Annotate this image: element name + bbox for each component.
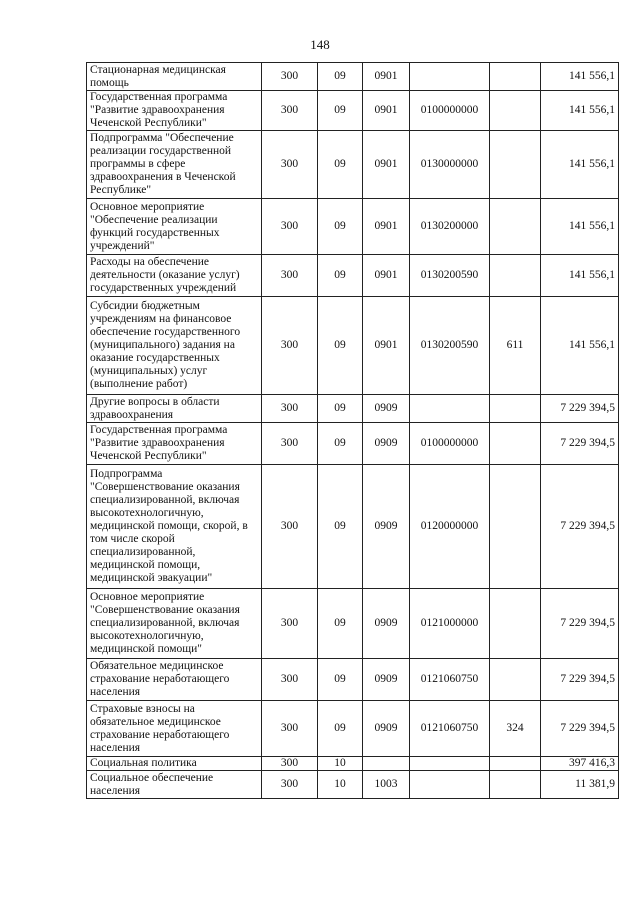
cell-razdel: 09 bbox=[318, 659, 363, 701]
cell-amount: 7 229 394,5 bbox=[541, 465, 619, 589]
cell-expense-type bbox=[490, 199, 541, 255]
cell-name: Страховые взносы на обязательное медицинское страхование неработающего населения bbox=[87, 701, 262, 757]
cell-ved: 300 bbox=[262, 199, 318, 255]
cell-target-article bbox=[410, 771, 490, 799]
cell-ved: 300 bbox=[262, 465, 318, 589]
cell-name: Другие вопросы в области здравоохранения bbox=[87, 395, 262, 423]
cell-ved: 300 bbox=[262, 91, 318, 131]
cell-podrazdel: 0901 bbox=[363, 131, 410, 199]
table-row bbox=[87, 255, 619, 297]
cell-target-article: 0130200590 bbox=[410, 255, 490, 297]
budget-table-body bbox=[87, 63, 619, 799]
cell-target-article: 0100000000 bbox=[410, 91, 490, 131]
cell-target-article bbox=[410, 395, 490, 423]
cell-razdel: 09 bbox=[318, 199, 363, 255]
cell-ved: 300 bbox=[262, 255, 318, 297]
cell-ved: 300 bbox=[262, 757, 318, 771]
cell-name: Социальная политика bbox=[87, 757, 262, 771]
cell-ved: 300 bbox=[262, 423, 318, 465]
cell-target-article: 0130000000 bbox=[410, 131, 490, 199]
cell-target-article: 0120000000 bbox=[410, 465, 490, 589]
page-number: 148 bbox=[310, 37, 330, 52]
cell-razdel: 09 bbox=[318, 465, 363, 589]
cell-podrazdel: 0909 bbox=[363, 659, 410, 701]
cell-podrazdel: 0901 bbox=[363, 199, 410, 255]
cell-amount: 7 229 394,5 bbox=[541, 659, 619, 701]
cell-podrazdel: 0901 bbox=[363, 63, 410, 91]
cell-expense-type: 324 bbox=[490, 701, 541, 757]
table-row bbox=[87, 63, 619, 91]
cell-podrazdel: 0909 bbox=[363, 589, 410, 659]
cell-podrazdel: 0909 bbox=[363, 465, 410, 589]
cell-ved: 300 bbox=[262, 395, 318, 423]
cell-razdel: 09 bbox=[318, 395, 363, 423]
cell-razdel: 10 bbox=[318, 757, 363, 771]
cell-expense-type bbox=[490, 91, 541, 131]
cell-name: Государственная программа "Развитие здравоохранения Чеченской Республики" bbox=[87, 91, 262, 131]
cell-ved: 300 bbox=[262, 297, 318, 395]
cell-razdel: 09 bbox=[318, 423, 363, 465]
cell-razdel: 09 bbox=[318, 255, 363, 297]
cell-name: Обязательное медицинское страхование неработающего населения bbox=[87, 659, 262, 701]
cell-amount: 7 229 394,5 bbox=[541, 701, 619, 757]
cell-razdel: 10 bbox=[318, 771, 363, 799]
table-row bbox=[87, 297, 619, 395]
cell-amount: 141 556,1 bbox=[541, 131, 619, 199]
cell-podrazdel: 0901 bbox=[363, 255, 410, 297]
cell-razdel: 09 bbox=[318, 91, 363, 131]
cell-expense-type bbox=[490, 589, 541, 659]
table-row bbox=[87, 659, 619, 701]
cell-razdel: 09 bbox=[318, 589, 363, 659]
cell-amount: 141 556,1 bbox=[541, 91, 619, 131]
cell-razdel: 09 bbox=[318, 297, 363, 395]
cell-razdel: 09 bbox=[318, 701, 363, 757]
cell-amount: 141 556,1 bbox=[541, 255, 619, 297]
cell-amount: 7 229 394,5 bbox=[541, 589, 619, 659]
cell-target-article: 0121060750 bbox=[410, 701, 490, 757]
cell-name: Основное мероприятие "Обеспечение реализации функций государственных учреждений" bbox=[87, 199, 262, 255]
cell-target-article bbox=[410, 63, 490, 91]
cell-razdel: 09 bbox=[318, 63, 363, 91]
cell-expense-type bbox=[490, 771, 541, 799]
cell-target-article bbox=[410, 757, 490, 771]
cell-expense-type bbox=[490, 465, 541, 589]
cell-ved: 300 bbox=[262, 63, 318, 91]
table-row bbox=[87, 757, 619, 771]
cell-expense-type bbox=[490, 659, 541, 701]
cell-name: Стационарная медицинская помощь bbox=[87, 63, 262, 91]
table-row bbox=[87, 199, 619, 255]
cell-podrazdel: 0909 bbox=[363, 423, 410, 465]
cell-ved: 300 bbox=[262, 701, 318, 757]
cell-amount: 7 229 394,5 bbox=[541, 423, 619, 465]
cell-amount: 397 416,3 bbox=[541, 757, 619, 771]
table-row bbox=[87, 423, 619, 465]
cell-expense-type bbox=[490, 63, 541, 91]
table-row bbox=[87, 131, 619, 199]
cell-podrazdel: 0901 bbox=[363, 297, 410, 395]
cell-name: Подпрограмма "Обеспечение реализации государственной программы в сфере здравоохранения в Чеченской Республике" bbox=[87, 131, 262, 199]
cell-target-article: 0121060750 bbox=[410, 659, 490, 701]
cell-ved: 300 bbox=[262, 771, 318, 799]
cell-name: Расходы на обеспечение деятельности (оказание услуг) государственных учреждений bbox=[87, 255, 262, 297]
cell-target-article: 0130200000 bbox=[410, 199, 490, 255]
cell-expense-type bbox=[490, 255, 541, 297]
cell-target-article: 0121000000 bbox=[410, 589, 490, 659]
table-row bbox=[87, 589, 619, 659]
cell-name: Социальное обеспечение населения bbox=[87, 771, 262, 799]
cell-expense-type bbox=[490, 395, 541, 423]
cell-ved: 300 bbox=[262, 659, 318, 701]
cell-name: Подпрограмма "Совершенствование оказания специализированной, включая высокотехнологичную, медицинской помощи, скорой, в том числе скорой специализированной, медицинской помощи, медицинской эвакуации" bbox=[87, 465, 262, 589]
table-row bbox=[87, 701, 619, 757]
cell-name: Субсидии бюджетным учреждениям на финансовое обеспечение государственного (муниципального) задания на оказание государственных (муниципальных) услуг (выполнение работ) bbox=[87, 297, 262, 395]
cell-podrazdel bbox=[363, 757, 410, 771]
cell-amount: 141 556,1 bbox=[541, 63, 619, 91]
cell-name: Государственная программа "Развитие здравоохранения Чеченской Республики" bbox=[87, 423, 262, 465]
cell-podrazdel: 1003 bbox=[363, 771, 410, 799]
cell-expense-type bbox=[490, 131, 541, 199]
cell-podrazdel: 0909 bbox=[363, 395, 410, 423]
cell-expense-type bbox=[490, 423, 541, 465]
cell-ved: 300 bbox=[262, 589, 318, 659]
cell-expense-type bbox=[490, 757, 541, 771]
cell-amount: 141 556,1 bbox=[541, 297, 619, 395]
cell-target-article: 0130200590 bbox=[410, 297, 490, 395]
table-row bbox=[87, 771, 619, 799]
cell-target-article: 0100000000 bbox=[410, 423, 490, 465]
budget-table bbox=[86, 62, 619, 799]
cell-podrazdel: 0909 bbox=[363, 701, 410, 757]
cell-name: Основное мероприятие "Совершенствование оказания специализированной, включая высокотехнологичную, медицинской помощи" bbox=[87, 589, 262, 659]
table-row bbox=[87, 395, 619, 423]
cell-expense-type: 611 bbox=[490, 297, 541, 395]
table-row bbox=[87, 465, 619, 589]
cell-amount: 141 556,1 bbox=[541, 199, 619, 255]
cell-amount: 11 381,9 bbox=[541, 771, 619, 799]
cell-razdel: 09 bbox=[318, 131, 363, 199]
cell-podrazdel: 0901 bbox=[363, 91, 410, 131]
table-row bbox=[87, 91, 619, 131]
cell-ved: 300 bbox=[262, 131, 318, 199]
cell-amount: 7 229 394,5 bbox=[541, 395, 619, 423]
